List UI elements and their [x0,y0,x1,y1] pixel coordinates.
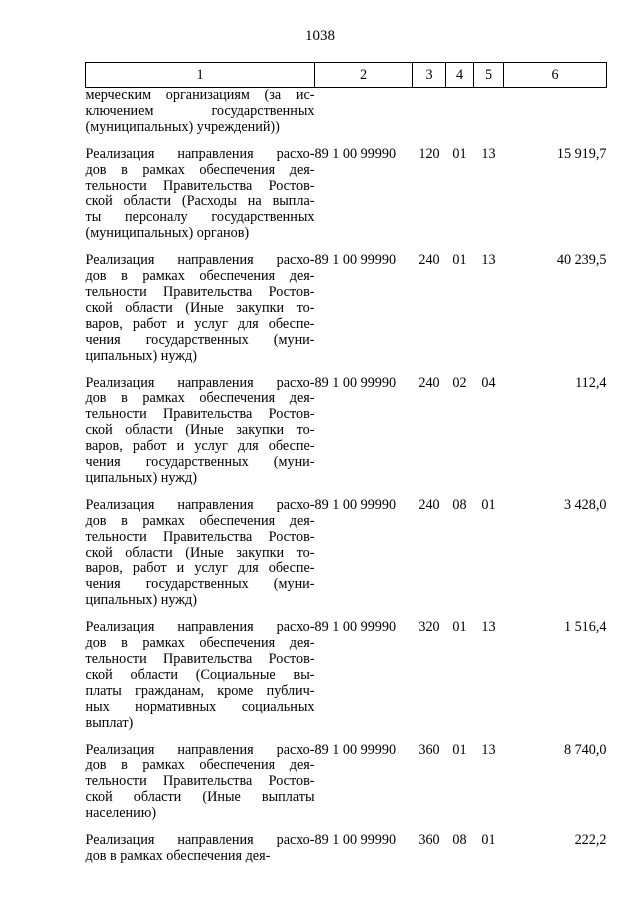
description-line: ской области (Иные закупки то- [85,299,315,316]
table-row [86,620,607,742]
row-amount: 1 516,4 [563,619,607,636]
table-row [86,147,607,253]
description-line: тельности Правительства Ростов- [85,651,315,667]
row-code: 89 1 00 99990 [314,832,397,849]
row-section: 01 [452,145,467,162]
description-line: дов в рамках обеспечения дея- [85,390,315,407]
description-line: мерческим организациям (за ис- [85,87,315,103]
row-code [315,88,413,147]
row-amount: 15 919,7 [556,145,607,162]
description-line: тельности Правительства Ростов- [85,528,315,545]
description-line: чения государственных (муни- [85,576,315,593]
description-line: ципальных) нужд) [85,469,197,486]
description-line: дов в рамках обеспечения дея- [85,268,315,285]
description-line: населению) [85,805,157,822]
description-line: ской области (Иные выплаты [85,789,315,806]
description-line: Реализация направления расхо- [85,619,315,636]
row-subsection: 01 [481,496,496,513]
header-col-3: 3 [413,63,446,88]
row-subsection: 13 [481,619,496,636]
description-line: дов в рамках обеспечения дея- [85,161,315,178]
header-col-6: 6 [504,63,607,88]
row-code: 89 1 00 99990 [314,496,397,513]
header-col-1: 1 [86,63,315,88]
row-description [86,376,315,498]
description-line: ской области (Иные закупки то- [85,422,315,439]
description-line: чения государственных (муни- [85,331,315,348]
page-number: 1038 [305,28,335,44]
description-line: ключением государственных [85,102,315,119]
description-line: дов в рамках обеспечения дея- [85,635,315,652]
row-code: 89 1 00 99990 [314,741,397,758]
description-line: варов, работ и услуг для обеспе- [85,438,315,455]
description-line: (муниципальных) органов) [85,225,250,242]
description-line: Реализация направления расхо- [85,741,315,758]
row-expense-type: 360 [418,832,440,849]
description-line: ской области (Социальные вы- [85,666,315,683]
row-amount: 40 239,5 [556,252,607,269]
row-amount [504,88,607,147]
row-subsection: 13 [481,145,496,162]
table-row [86,376,607,498]
row-amount: 112,4 [575,374,607,391]
row-expense-type: 120 [418,145,440,162]
row-expense-type [413,88,446,147]
description-line: Реализация направления расхо- [85,496,315,513]
description-line: ципальных) нужд) [85,347,197,364]
description-line: ты персоналу государственных [85,209,315,226]
row-description [86,833,315,865]
row-subsection: 13 [481,252,496,269]
description-line: Реализация направления расхо- [85,374,315,391]
table-body [86,88,607,865]
row-section: 01 [452,741,467,758]
description-line: варов, работ и услуг для обеспе- [85,315,315,332]
row-expense-type: 360 [418,741,440,758]
description-line: платы гражданам, кроме публич- [85,682,315,699]
header-col-5: 5 [474,63,504,88]
row-code: 89 1 00 99990 [314,145,397,162]
row-amount: 3 428,0 [563,496,607,513]
description-line: варов, работ и услуг для обеспе- [85,560,315,577]
row-description [86,88,315,147]
description-line: выплат) [85,714,134,731]
row-description [86,498,315,620]
budget-table [85,62,607,865]
table-row [86,498,607,620]
row-section: 02 [452,374,467,391]
row-description [86,253,315,375]
row-expense-type: 240 [418,374,440,391]
header-col-2: 2 [315,63,413,88]
description-line: чения государственных (муни- [85,454,315,471]
table-row [86,743,607,834]
table-header-row [86,63,607,88]
row-section: 01 [452,619,467,636]
row-description [86,620,315,742]
row-code: 89 1 00 99990 [314,374,397,391]
row-section: 01 [452,252,467,269]
description-line: Реализация направления расхо- [85,145,315,162]
table-row [86,88,607,147]
description-line: дов в рамках обеспечения дея- [85,757,315,774]
row-subsection [474,88,504,147]
table-row [86,253,607,375]
description-line: дов в рамках обеспечения дея- [85,512,315,529]
description-line: тельности Правительства Ростов- [85,406,315,423]
description-line: ской области (Иные закупки то- [85,544,315,561]
description-line: ципальных) нужд) [85,592,197,609]
row-amount: 222,2 [574,832,607,849]
description-line: дов в рамках обеспечения дея- [85,847,271,864]
row-subsection: 13 [481,741,496,758]
table-row [86,833,607,865]
row-section: 08 [452,832,467,849]
row-description [86,147,315,253]
description-line: Реализация направления расхо- [85,252,315,269]
row-code: 89 1 00 99990 [314,252,397,269]
row-section: 08 [452,496,467,513]
row-expense-type: 240 [418,252,440,269]
row-amount: 8 740,0 [563,741,607,758]
description-line: тельности Правительства Ростов- [85,283,315,300]
description-line: Реализация направления расхо- [85,832,315,849]
description-line: (муниципальных) учреждений)) [85,118,280,135]
description-line: тельности Правительства Ростов- [85,773,315,790]
row-code: 89 1 00 99990 [314,619,397,636]
header-col-4: 4 [446,63,474,88]
row-subsection: 04 [481,374,496,391]
description-line: тельности Правительства Ростов- [85,177,315,194]
row-section [446,88,474,147]
row-subsection: 01 [481,832,496,849]
row-expense-type: 320 [418,619,440,636]
description-line: ской области (Расходы на выпла- [85,193,315,210]
description-line: ных нормативных социальных [85,698,315,715]
row-expense-type: 240 [418,496,440,513]
row-description [86,743,315,834]
